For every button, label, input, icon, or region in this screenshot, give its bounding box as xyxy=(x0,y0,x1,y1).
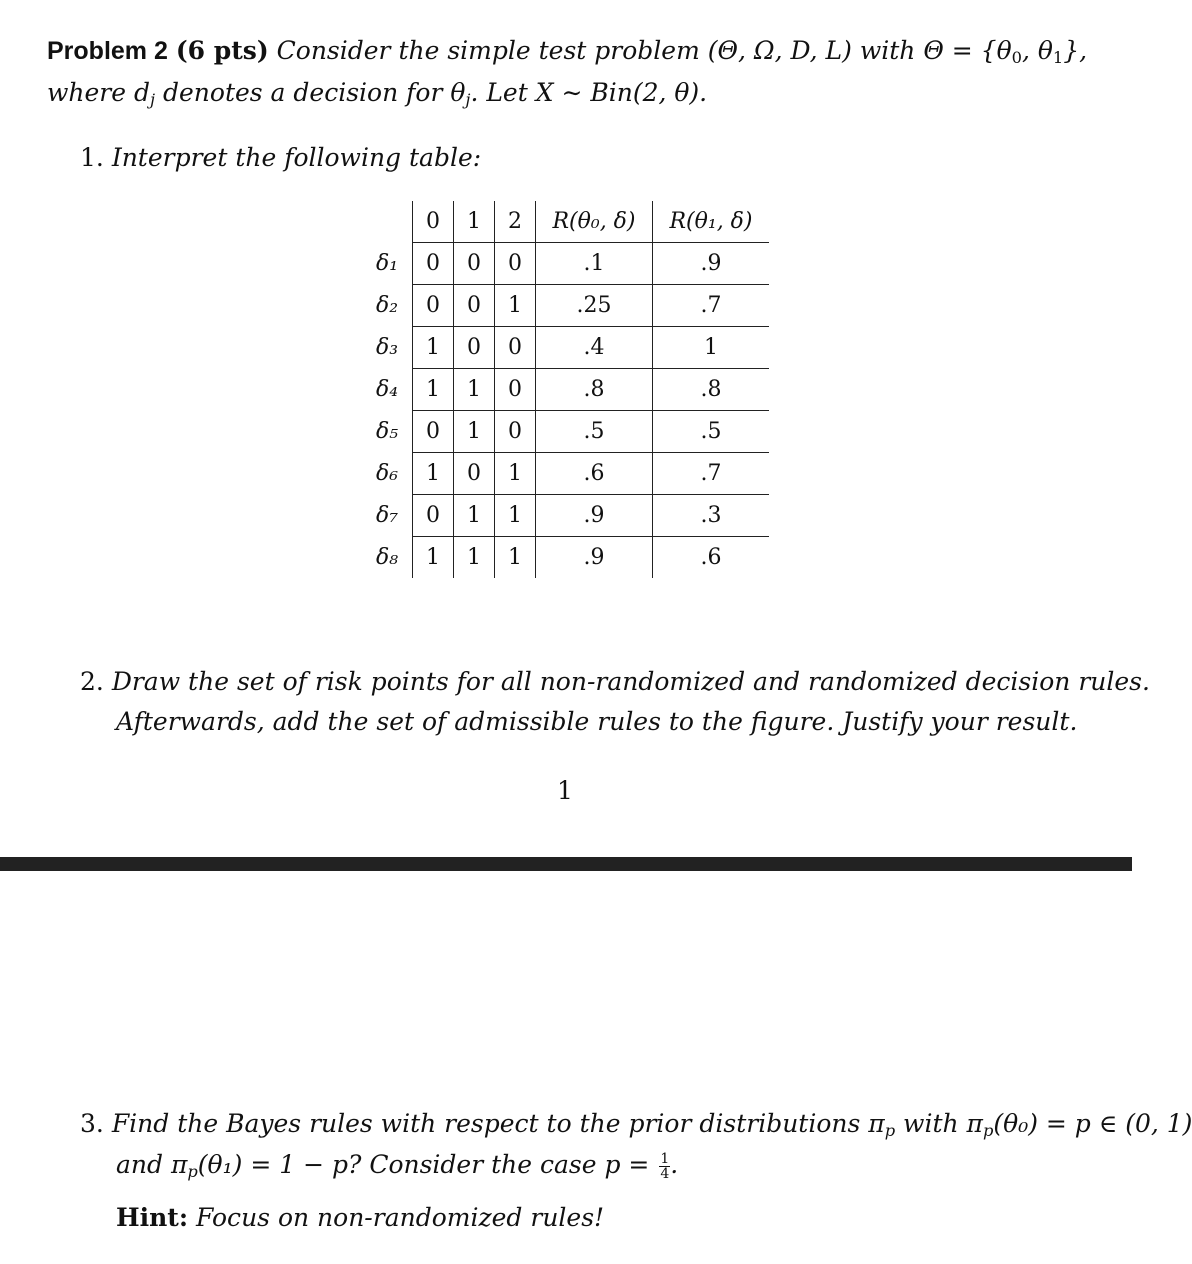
fraction-one-quarter: $\frac{1}{4}$ xyxy=(660,1151,670,1182)
table-cell-x2: 0 xyxy=(495,369,536,411)
question-3-number: 3. xyxy=(80,1109,104,1138)
question-2-text-1: Draw the set of risk points for all non-randomized and randomized decision rules. xyxy=(111,667,1150,696)
problem-label: Problem 2 xyxy=(47,37,168,65)
table-cell-risk-theta0: .1 xyxy=(536,243,653,285)
page-divider xyxy=(0,857,1132,871)
table-row xyxy=(362,537,769,579)
table-cell-risk-theta1: .5 xyxy=(653,411,770,453)
table-cell-x0: 1 xyxy=(413,453,454,495)
table-cell-risk-theta1: .9 xyxy=(653,243,770,285)
question-3-line1: 3. Find the Bayes rules with respect to the prior distributions $\pi_p$ with $\pi_p(\theta_0) = p$ ∈ (0, 1) xyxy=(80,1109,1192,1141)
table-cell-x0: 0 xyxy=(413,495,454,537)
hint-label: Hint: xyxy=(116,1203,189,1232)
question-1-text: Interpret the following table: xyxy=(111,143,482,172)
table-cell-x0: 1 xyxy=(413,369,454,411)
page-number: 1 xyxy=(557,776,573,805)
question-1-number: 1. xyxy=(80,143,104,172)
question-3-line2: and $\pi_p(\theta_1) = 1 - p$? Consider the case p = $\frac{1}{4}$ . xyxy=(116,1150,679,1182)
table-cell-x2: 0 xyxy=(495,243,536,285)
table-cell-x1: 1 xyxy=(454,369,495,411)
problem-statement-line1 xyxy=(47,36,1087,73)
table-cell-x0: 1 xyxy=(413,327,454,369)
table-cell-x1: 0 xyxy=(454,453,495,495)
question-2-line2: Afterwards, add the set of admissible rules to the figure. Justify your result. xyxy=(116,707,1078,736)
table-cell-risk-theta0: .25 xyxy=(536,285,653,327)
table-cell-rule: δ₃ xyxy=(375,335,399,360)
table-header-x0: 0 xyxy=(413,201,454,243)
problem-points: (6 pts) xyxy=(175,36,269,65)
table-row xyxy=(362,327,769,369)
table-cell-risk-theta0: .4 xyxy=(536,327,653,369)
table-cell-x2: 0 xyxy=(495,411,536,453)
table-row xyxy=(362,369,769,411)
table-cell-x1: 0 xyxy=(454,285,495,327)
table-cell-risk-theta0: .5 xyxy=(536,411,653,453)
table-cell-x2: 0 xyxy=(495,327,536,369)
question-2-number: 2. xyxy=(80,667,104,696)
table-cell-x0: 0 xyxy=(413,285,454,327)
table-row xyxy=(362,453,769,495)
table-header-x2: 2 xyxy=(495,201,536,243)
table-cell-risk-theta1: .8 xyxy=(653,369,770,411)
hint xyxy=(116,1203,604,1233)
table-cell-x0: 1 xyxy=(413,537,454,579)
table-cell-x1: 1 xyxy=(454,537,495,579)
question-1 xyxy=(80,143,481,173)
table-header-risk-theta0: R(θ₀, δ) xyxy=(536,201,653,243)
table-row xyxy=(362,411,769,453)
table-cell-risk-theta1: 1 xyxy=(653,327,770,369)
question-2-line1 xyxy=(80,667,1150,697)
table-cell-x0: 0 xyxy=(413,243,454,285)
table-header-x1: 1 xyxy=(454,201,495,243)
table-cell-x0: 0 xyxy=(413,411,454,453)
table-cell-rule: δ₅ xyxy=(375,419,399,444)
table-cell-rule: δ₈ xyxy=(375,544,399,570)
table-cell-rule: δ₆ xyxy=(375,461,399,486)
table-cell-x1: 1 xyxy=(454,411,495,453)
table-cell-x2: 1 xyxy=(495,453,536,495)
hint-text: Focus on non-randomized rules! xyxy=(196,1203,605,1232)
table-cell-risk-theta0: .8 xyxy=(536,369,653,411)
table-cell-rule: δ₂ xyxy=(375,293,399,318)
table-cell-risk-theta0: .6 xyxy=(536,453,653,495)
table-header-row xyxy=(362,201,769,243)
table-cell-x1: 0 xyxy=(454,243,495,285)
table-cell-rule: δ₇ xyxy=(375,503,399,528)
problem-intro: Consider the simple test problem (Θ, Ω, D, L) with $\Theta = \{\theta_0$, $\theta_1$}, xyxy=(276,36,1088,68)
table-row xyxy=(362,495,769,537)
table-cell-risk-theta1: .7 xyxy=(653,453,770,495)
table-cell-rule: δ₁ xyxy=(375,251,399,276)
decision-rules-table xyxy=(362,201,769,578)
table-row xyxy=(362,285,769,327)
problem-statement-line2: where $d_j$ denotes a decision for $\theta_j$. Let X ∼ Bin(2, θ). xyxy=(47,78,708,110)
table-cell-rule: δ₄ xyxy=(375,377,399,402)
table-cell-risk-theta1: .6 xyxy=(653,537,770,579)
table-cell-risk-theta1: .3 xyxy=(653,495,770,537)
table-cell-x2: 1 xyxy=(495,495,536,537)
table-cell-x1: 0 xyxy=(454,327,495,369)
table-cell-x2: 1 xyxy=(495,285,536,327)
table-cell-risk-theta0: .9 xyxy=(536,537,653,579)
table-cell-risk-theta1: .7 xyxy=(653,285,770,327)
table-cell-risk-theta0: .9 xyxy=(536,495,653,537)
table-row xyxy=(362,243,769,285)
table-header-risk-theta1: R(θ₁, δ) xyxy=(653,201,770,243)
table-cell-x2: 1 xyxy=(495,537,536,579)
table-cell-x1: 1 xyxy=(454,495,495,537)
